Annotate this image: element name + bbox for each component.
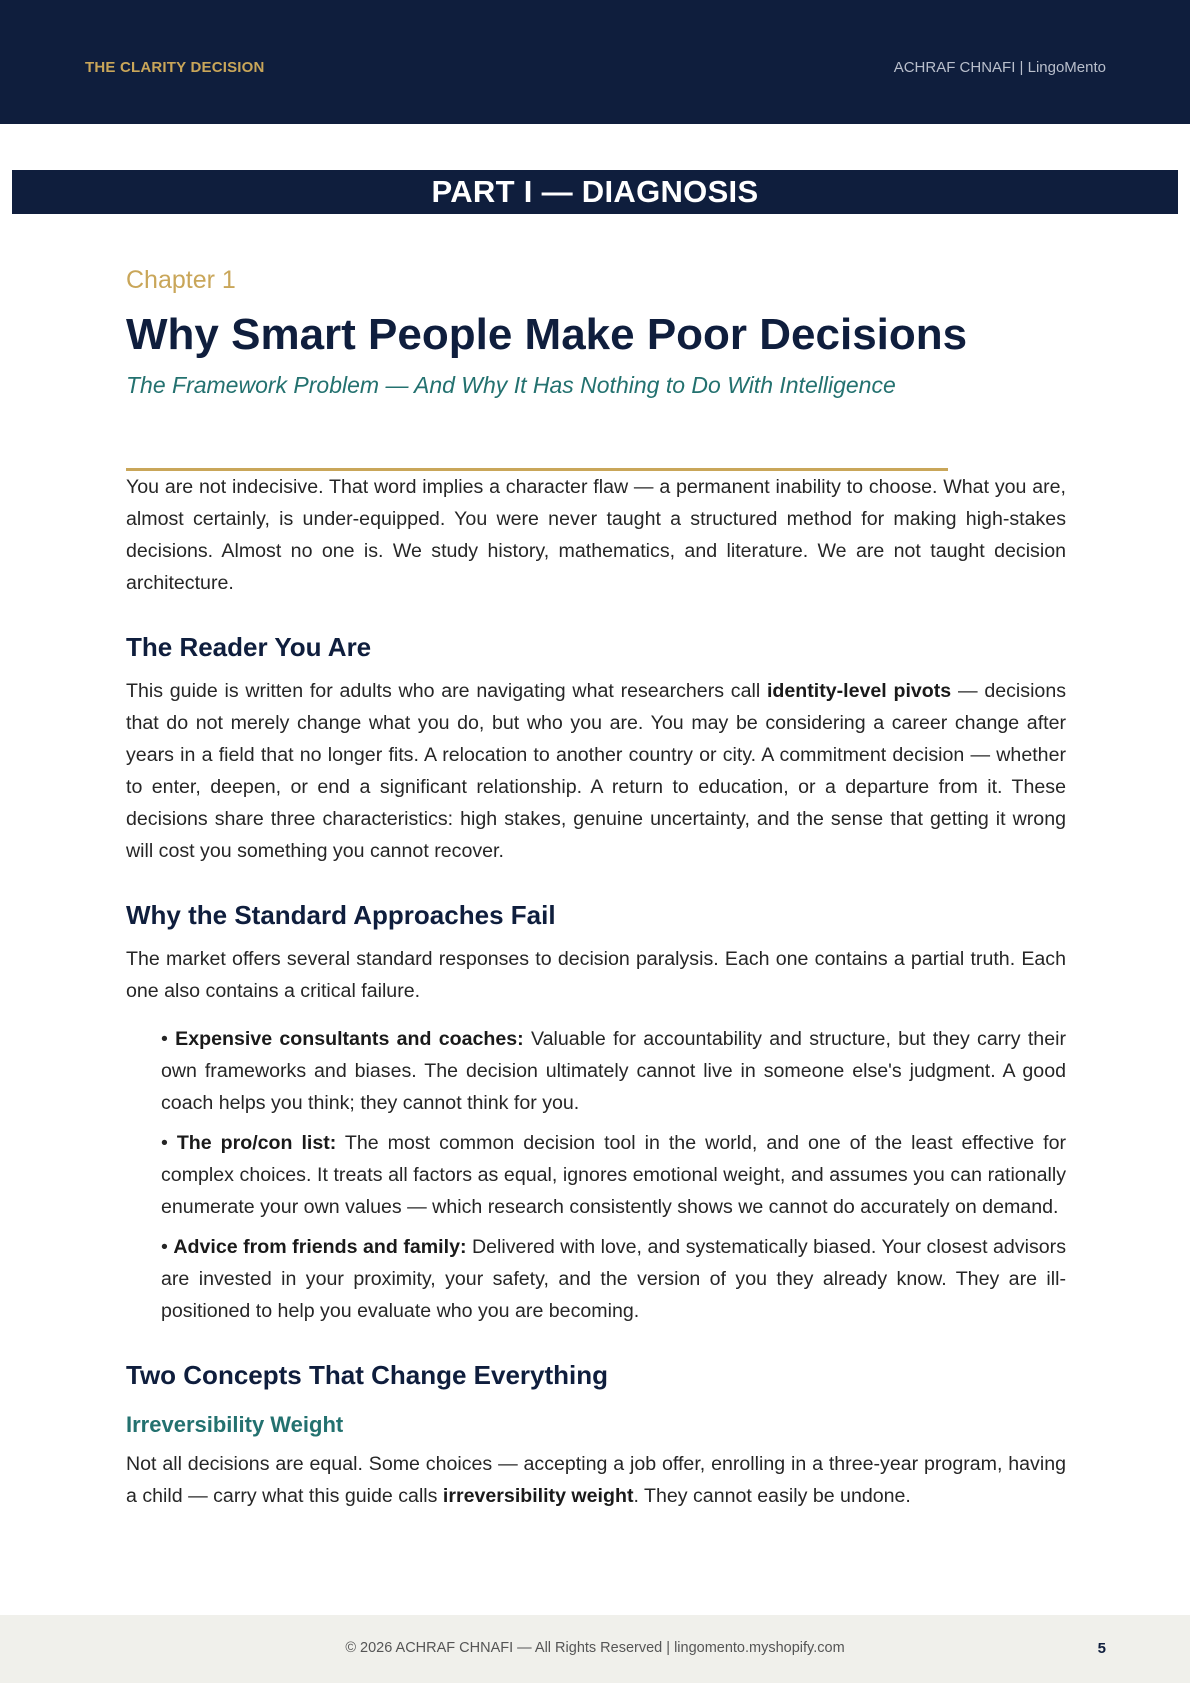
chapter-title: Why Smart People Make Poor Decisions [126,310,968,359]
page-number: 5 [1097,1640,1106,1657]
irreversibility-bold-term: irreversibility weight [442,1485,634,1507]
subsection-heading-irreversibility: Irreversibility Weight [126,1412,344,1437]
fail-intro-paragraph: The market offers several standard responses to decision paralysis. Each one contains a partial truth. Each one also contains a critical failure. [126,948,1066,1002]
bullet-term: The pro/con list: [176,1132,337,1154]
part-banner: PART I — DIAGNOSIS [12,170,1178,214]
section-heading-concepts: Two Concepts That Change Everything [126,1360,609,1390]
bullet-marker: • [161,1236,174,1258]
bullet-marker: • [161,1028,176,1050]
running-header [0,0,1190,124]
author-credit: ACHRAF CHNAFI | LingoMento [893,59,1106,76]
bullet-text: The most common decision tool in the world, and one of the least effective for complex choices. It treats all factors as equal, ignores emotional weight, and assumes you can rationally enumerate your own values — which research consistently shows we cannot do accurately on demand. [161,1132,1066,1218]
bullet-text: Valuable for accountability and structure, but they carry their own frameworks and biases. The decision ultimately cannot live in someone else's judgment. A good coach helps you think; they cannot think for you. [161,1028,1066,1114]
chapter-subtitle: The Framework Problem — And Why It Has Nothing to Do With Intelligence [126,372,896,398]
page-content [126,264,1066,1512]
reader-text-before: This guide is written for adults who are navigating what researchers call [126,680,767,702]
page-footer [0,1615,1190,1683]
bullet-text: Delivered with love, and systematically biased. Your closest advisors are invested in your proximity, your safety, and the version of you they already know. They are ill-positioned to help you evaluate who you are becoming. [161,1236,1066,1322]
reader-text-after: — decisions that do not merely change what you do, but who you are. You may be considering a career change after years in a field that no longer fits. A relocation to another country or city. A commitment decision — whether to enter, deepen, or end a significant relationship. A return to education, or a departure from it. These decisions share three characteristics: high stakes, genuine uncertainty, and the sense that getting it wrong will cost you something you cannot recover. [126,680,1067,862]
irreversibility-text-after: . They cannot easily be undone. [633,1485,911,1507]
section-heading-fail: Why the Standard Approaches Fail [126,900,556,930]
copyright-notice: © 2026 ACHRAF CHNAFI — All Rights Reserved | lingomento.myshopify.com [345,1640,845,1656]
list-item [161,1023,1066,1119]
bullet-term: Advice from friends and family: [173,1236,467,1258]
irreversibility-paragraph [126,1448,1066,1512]
list-item [161,1231,1066,1327]
bullet-marker: • [161,1132,177,1154]
bullet-term: Expensive consultants and coaches: [175,1028,524,1050]
approaches-list [126,1023,1066,1327]
reader-bold-term: identity-level pivots [766,680,952,702]
chapter-label: Chapter 1 [126,266,236,294]
intro-paragraph: You are not indecisive. That word implies a character flaw — a permanent inability to choose. What you are, almost certainly, is under-equipped. You were never taught a structured method for making high-stakes decisions. Almost no one is. We study history, mathematics, and literature. We are not taught decision architecture. [126,476,1066,594]
reader-paragraph [126,675,1066,867]
book-title: THE CLARITY DECISION [85,59,265,76]
section-heading-reader: The Reader You Are [126,632,372,662]
irreversibility-text-before: Not all decisions are equal. Some choices — accepting a job offer, enrolling in a three-year program, having a child — carry what this guide calls [126,1453,1066,1507]
list-item [161,1127,1066,1223]
